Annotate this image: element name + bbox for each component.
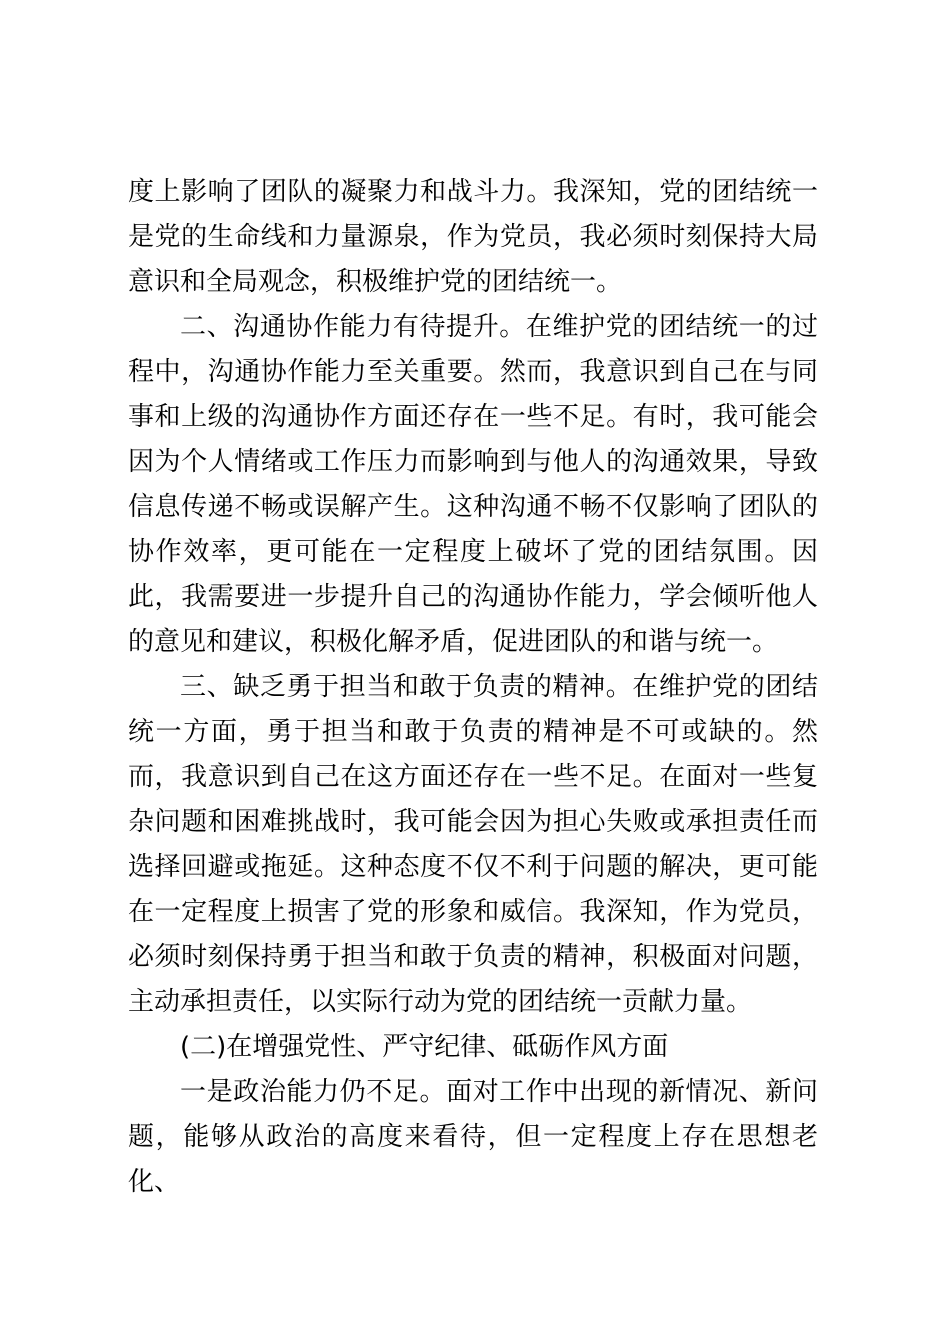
paragraph-responsibility: 三、缺乏勇于担当和敢于负责的精神。在维护党的团结统一方面，勇于担当和敢于负责的精神是不可或缺的。然而，我意识到自己在这方面还存在一些不足。在面对一些复杂问题和困难挑战时，我可能会因为担心失败或承担责任而选择回避或拖延。这种态度不仅不利于问题的解决，更可能在一定程度上损害了党的形象和威信。我深知，作为党员，必须时刻保持勇于担当和敢于负责的精神，积极面对问题，主动承担责任，以实际行动为党的团结统一贡献力量。	[128, 672, 818, 1017]
paragraph-political-ability: 一是政治能力仍不足。面对工作中出现的新情况、新问题，能够从政治的高度来看待，但一定程度上存在思想老化、	[128, 1077, 818, 1197]
document-body	[128, 170, 818, 1205]
section-heading: (二)在增强党性、严守纪律、砥砺作风方面	[180, 1032, 669, 1062]
paragraph-communication: 二、沟通协作能力有待提升。在维护党的团结统一的过程中，沟通协作能力至关重要。然而，我意识到自己在与同事和上级的沟通协作方面还存在一些不足。有时，我可能会因为个人情绪或工作压力而影响到与他人的沟通效果，导致信息传递不畅或误解产生。这种沟通不畅不仅影响了团队的协作效率，更可能在一定程度上破坏了党的团结氛围。因此，我需要进一步提升自己的沟通协作能力，学会倾听他人的意见和建议，积极化解矛盾，促进团队的和谐与统一。	[128, 312, 818, 657]
paragraph-continuation: 度上影响了团队的凝聚力和战斗力。我深知，党的团结统一是党的生命线和力量源泉，作为党员，我必须时刻保持大局意识和全局观念，积极维护党的团结统一。	[128, 177, 818, 297]
